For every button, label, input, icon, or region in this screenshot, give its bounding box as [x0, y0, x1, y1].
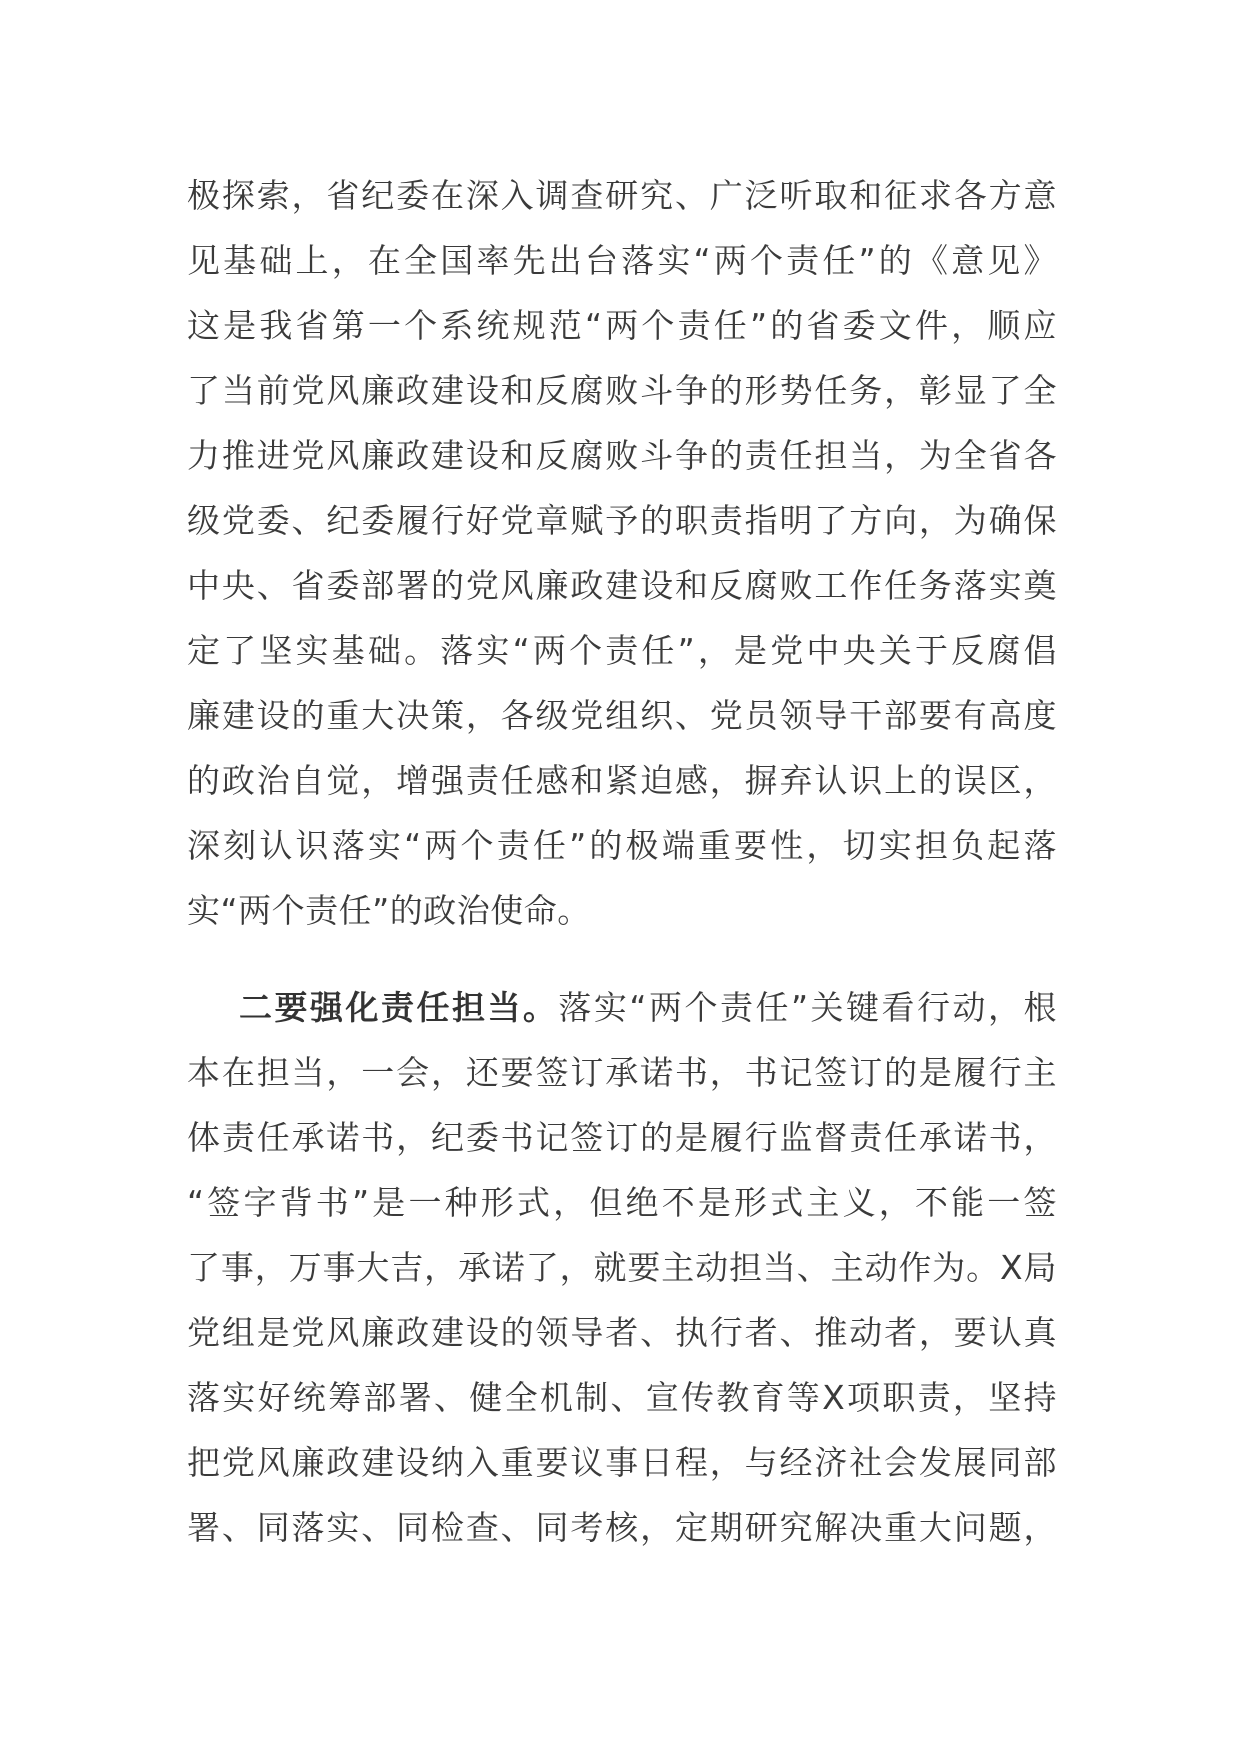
paragraph-line: 深刻认识落实“两个责任”的极端重要性，切实担负起落: [187, 826, 1057, 865]
paragraph-line: 体责任承诺书，纪委书记签订的是履行监督责任承诺书，: [187, 1118, 1057, 1157]
paragraph-line: 了当前党风廉政建设和反腐败斗争的形势任务，彰显了全: [187, 371, 1057, 410]
paragraph-line: 见基础上，在全国率先出台落实“两个责任”的《意见》: [187, 241, 1057, 280]
paragraph-line: 了事，万事大吉，承诺了，就要主动担当、主动作为。X局: [187, 1248, 1057, 1287]
paragraph-2: [187, 975, 1057, 1560]
paragraph-line: 级党委、纪委履行好党章赋予的职责指明了方向，为确保: [187, 501, 1057, 540]
paragraph-line: 党组是党风廉政建设的领导者、执行者、推动者，要认真: [187, 1313, 1057, 1352]
paragraph-line: 落实好统筹部署、健全机制、宣传教育等X项职责，坚持: [187, 1378, 1057, 1417]
paragraph-first-line: [187, 975, 1057, 1040]
paragraph-line: 定了坚实基础。落实“两个责任”，是党中央关于反腐倡: [187, 631, 1057, 670]
paragraph-line: 廉建设的重大决策，各级党组织、党员领导干部要有高度: [187, 696, 1057, 735]
paragraph-line: 署、同落实、同检查、同考核，定期研究解决重大问题，: [187, 1508, 1057, 1547]
paragraph-line: 的政治自觉，增强责任感和紧迫感，摒弃认识上的误区，: [187, 761, 1057, 800]
paragraph-line: 把党风廉政建设纳入重要议事日程，与经济社会发展同部: [187, 1443, 1057, 1482]
paragraph-line: 中央、省委部署的党风廉政建设和反腐败工作任务落实奠: [187, 566, 1057, 605]
paragraph-line: 极探索，省纪委在深入调查研究、广泛听取和征求各方意: [187, 176, 1057, 215]
paragraph-1: [187, 163, 1057, 943]
section-heading: 二要强化责任担当。: [239, 988, 559, 1027]
first-line-text: 落实“两个责任”关键看行动，根: [558, 988, 1057, 1027]
paragraph-line: 这是我省第一个系统规范“两个责任”的省委文件，顺应: [187, 306, 1057, 345]
paragraph-line: 实“两个责任”的政治使命。: [187, 891, 591, 930]
paragraph-line: 力推进党风廉政建设和反腐败斗争的责任担当，为全省各: [187, 436, 1057, 475]
paragraph-line: 本在担当，一会，还要签订承诺书，书记签订的是履行主: [187, 1053, 1057, 1092]
paragraph-line: “签字背书”是一种形式，但绝不是形式主义，不能一签: [187, 1183, 1057, 1222]
